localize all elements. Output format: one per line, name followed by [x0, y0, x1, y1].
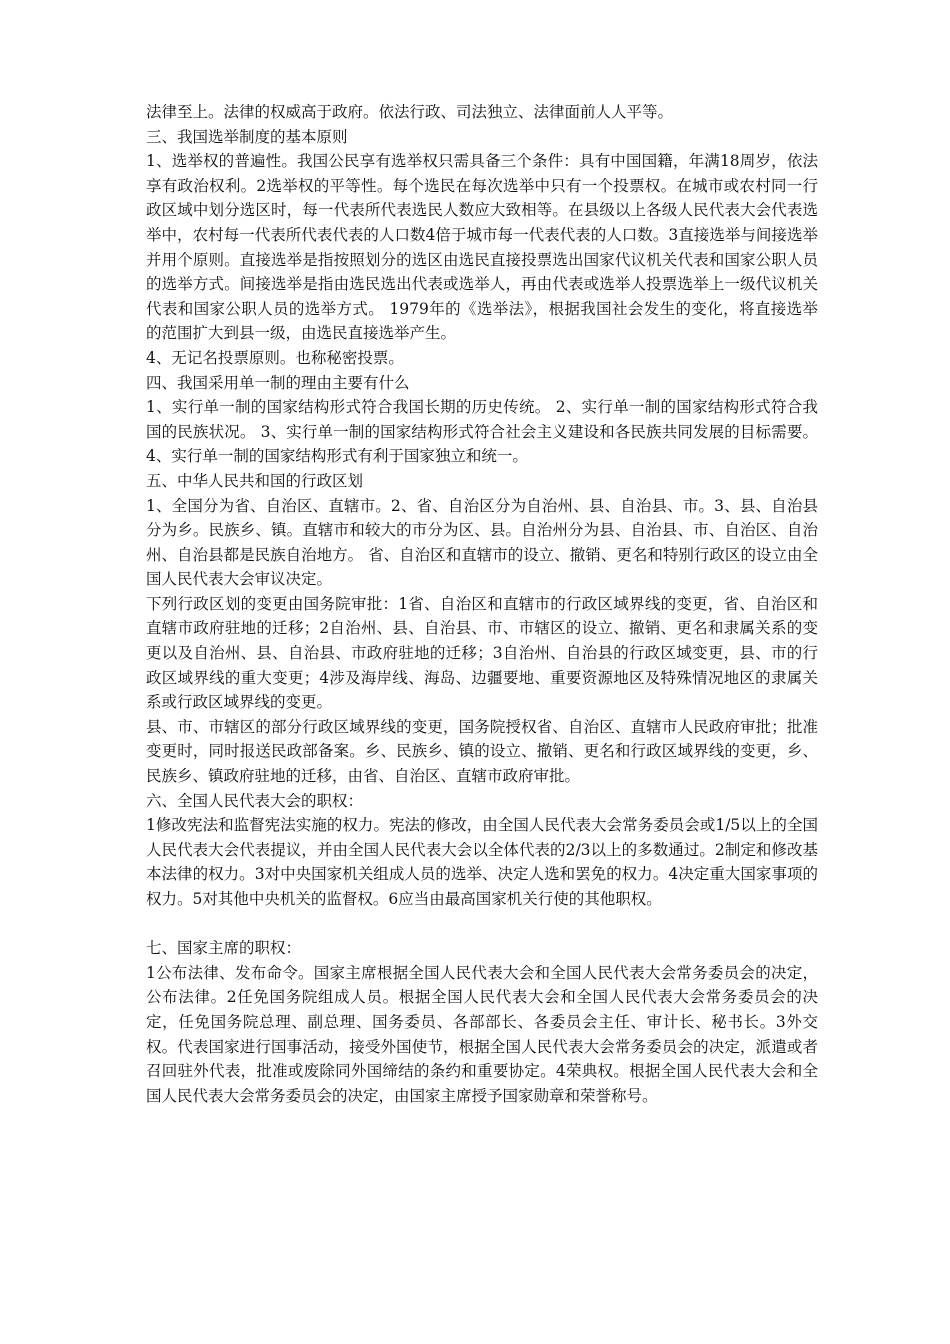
paragraph-secret-ballot: 4、无记名投票原则。也称秘密投票。: [146, 348, 404, 367]
heading-administrative-divisions: 五、中华人民共和国的行政区划: [146, 471, 364, 490]
paragraph-rule-of-law: 法律至上。法律的权威高于政府。依法行政、司法独立、法律面前人人平等。: [146, 103, 674, 121]
document-body: [146, 100, 818, 1108]
paragraph-state-council-approval: 下列行政区划的变更由国务院审批：1省、自治区和直辖市的行政区域界线的变更，省、自治区和直辖市政府驻地的迁移；2自治州、县、自治县、市、市辖区的设立、撤销、更名和隶属关系的变更以及自治州、县、自治县、市政府驻地的迁移；3自治州、自治县的行政区域变更，县、市的行政区域界线的重大变更；4涉及海岸线、海岛、边疆要地、重要资源地区及特殊情况地区的隶属关系或行政区域界线的变更。: [146, 594, 818, 712]
blank-line: [146, 912, 818, 937]
paragraph-election-principles: 1、选举权的普遍性。我国公民享有选举权只需具备三个条件：具有中国国籍，年满18周岁，依法享有政治权利。2选举权的平等性。每个选民在每次选举中只有一个投票权。在城市或农村同一行政区域中划分选区时，每一代表所代表选民人数应大致相等。在县级以上各级人民代表大会代表选举中，农村每一代表所代表代表的人口数4倍于城市每一代表代表的人口数。3直接选举与间接选举并用个原则。直接选举是指按照划分的选区由选民直接投票选出国家代议机关代表和国家公职人员的选举方式。间接选举是指由选民选出代表或选举人，再由代表或选举人投票选举上一级代议机关代表和国家公职人员的选举方式。 1979年的《选举法》，根据我国社会发生的变化，将直接选举的范围扩大到县一级，由选民直接选举产生。: [146, 152, 818, 343]
heading-unitary-system: 四、我国采用单一制的理由主要有什么: [146, 373, 410, 392]
paragraph-administrative-divisions: 1、全国分为省、自治区、直辖市。2、省、自治区分为自治州、县、自治县、市。3、县、自治县分为乡。民族乡、镇。直辖市和较大的市分为区、县。自治州分为县、自治县、市、自治区、自治州、自治县都是民族自治地方。 省、自治区和直辖市的设立、撤销、更名和特别行政区的设立由全国人民代表大会审议决定。: [146, 496, 818, 589]
paragraph-provincial-approval: 县、市、市辖区的部分行政区域界线的变更，国务院授权省、自治区、直辖市人民政府审批；批准变更时，同时报送民政部备案。乡、民族乡、镇的设立、撤销、更名和行政区域界线的变更，乡、民族乡、镇政府驻地的迁移，由省、自治区、直辖市政府审批。: [146, 717, 818, 786]
paragraph-npc-powers: 1修改宪法和监督宪法实施的权力。宪法的修改，由全国人民代表大会常务委员会或1/5以上的全国人民代表大会代表提议，并由全国人民代表大会以全体代表的2/3以上的多数通过。2制定和修改基本法律的权力。3对中央国家机关组成人员的选举、决定人选和罢免的权力。4决定重大国家事项的权力。5对其他中央机关的监督权。6应当由最高国家机关行使的其他职权。: [146, 816, 818, 908]
heading-election-principles: 三、我国选举制度的基本原则: [146, 127, 348, 146]
paragraph-president-powers: 1公布法律、发布命令。国家主席根据全国人民代表大会和全国人民代表大会常务委员会的决定，公布法律。2任免国务院组成人员。根据全国人民代表大会和全国人民代表大会常务委员会的决定，任免国务院总理、副总理、国务委员、各部部长、各委员会主任、审计长、秘书长。3外交权。代表国家进行国事活动，接受外国使节，根据全国人民代表大会常务委员会的决定，派遣或者召回驻外代表，批准或废除同外国缔结的条约和重要协定。4荣典权。根据全国人民代表大会和全国人民代表大会常务委员会的决定，由国家主席授予国家勋章和荣誉称号。: [146, 963, 818, 1105]
heading-president-powers: 七、国家主席的职权：: [146, 939, 302, 958]
paragraph-unitary-system: 1、实行单一制的国家结构形式符合我国长期的历史传统。 2、实行单一制的国家结构形式符合我国的民族状况。 3、实行单一制的国家结构形式符合社会主义建设和各民族共同发展的目标需要。4、实行单一制的国家结构形式有利于国家独立和统一。: [146, 398, 818, 466]
heading-npc-powers: 六、全国人民代表大会的职权：: [146, 791, 364, 810]
